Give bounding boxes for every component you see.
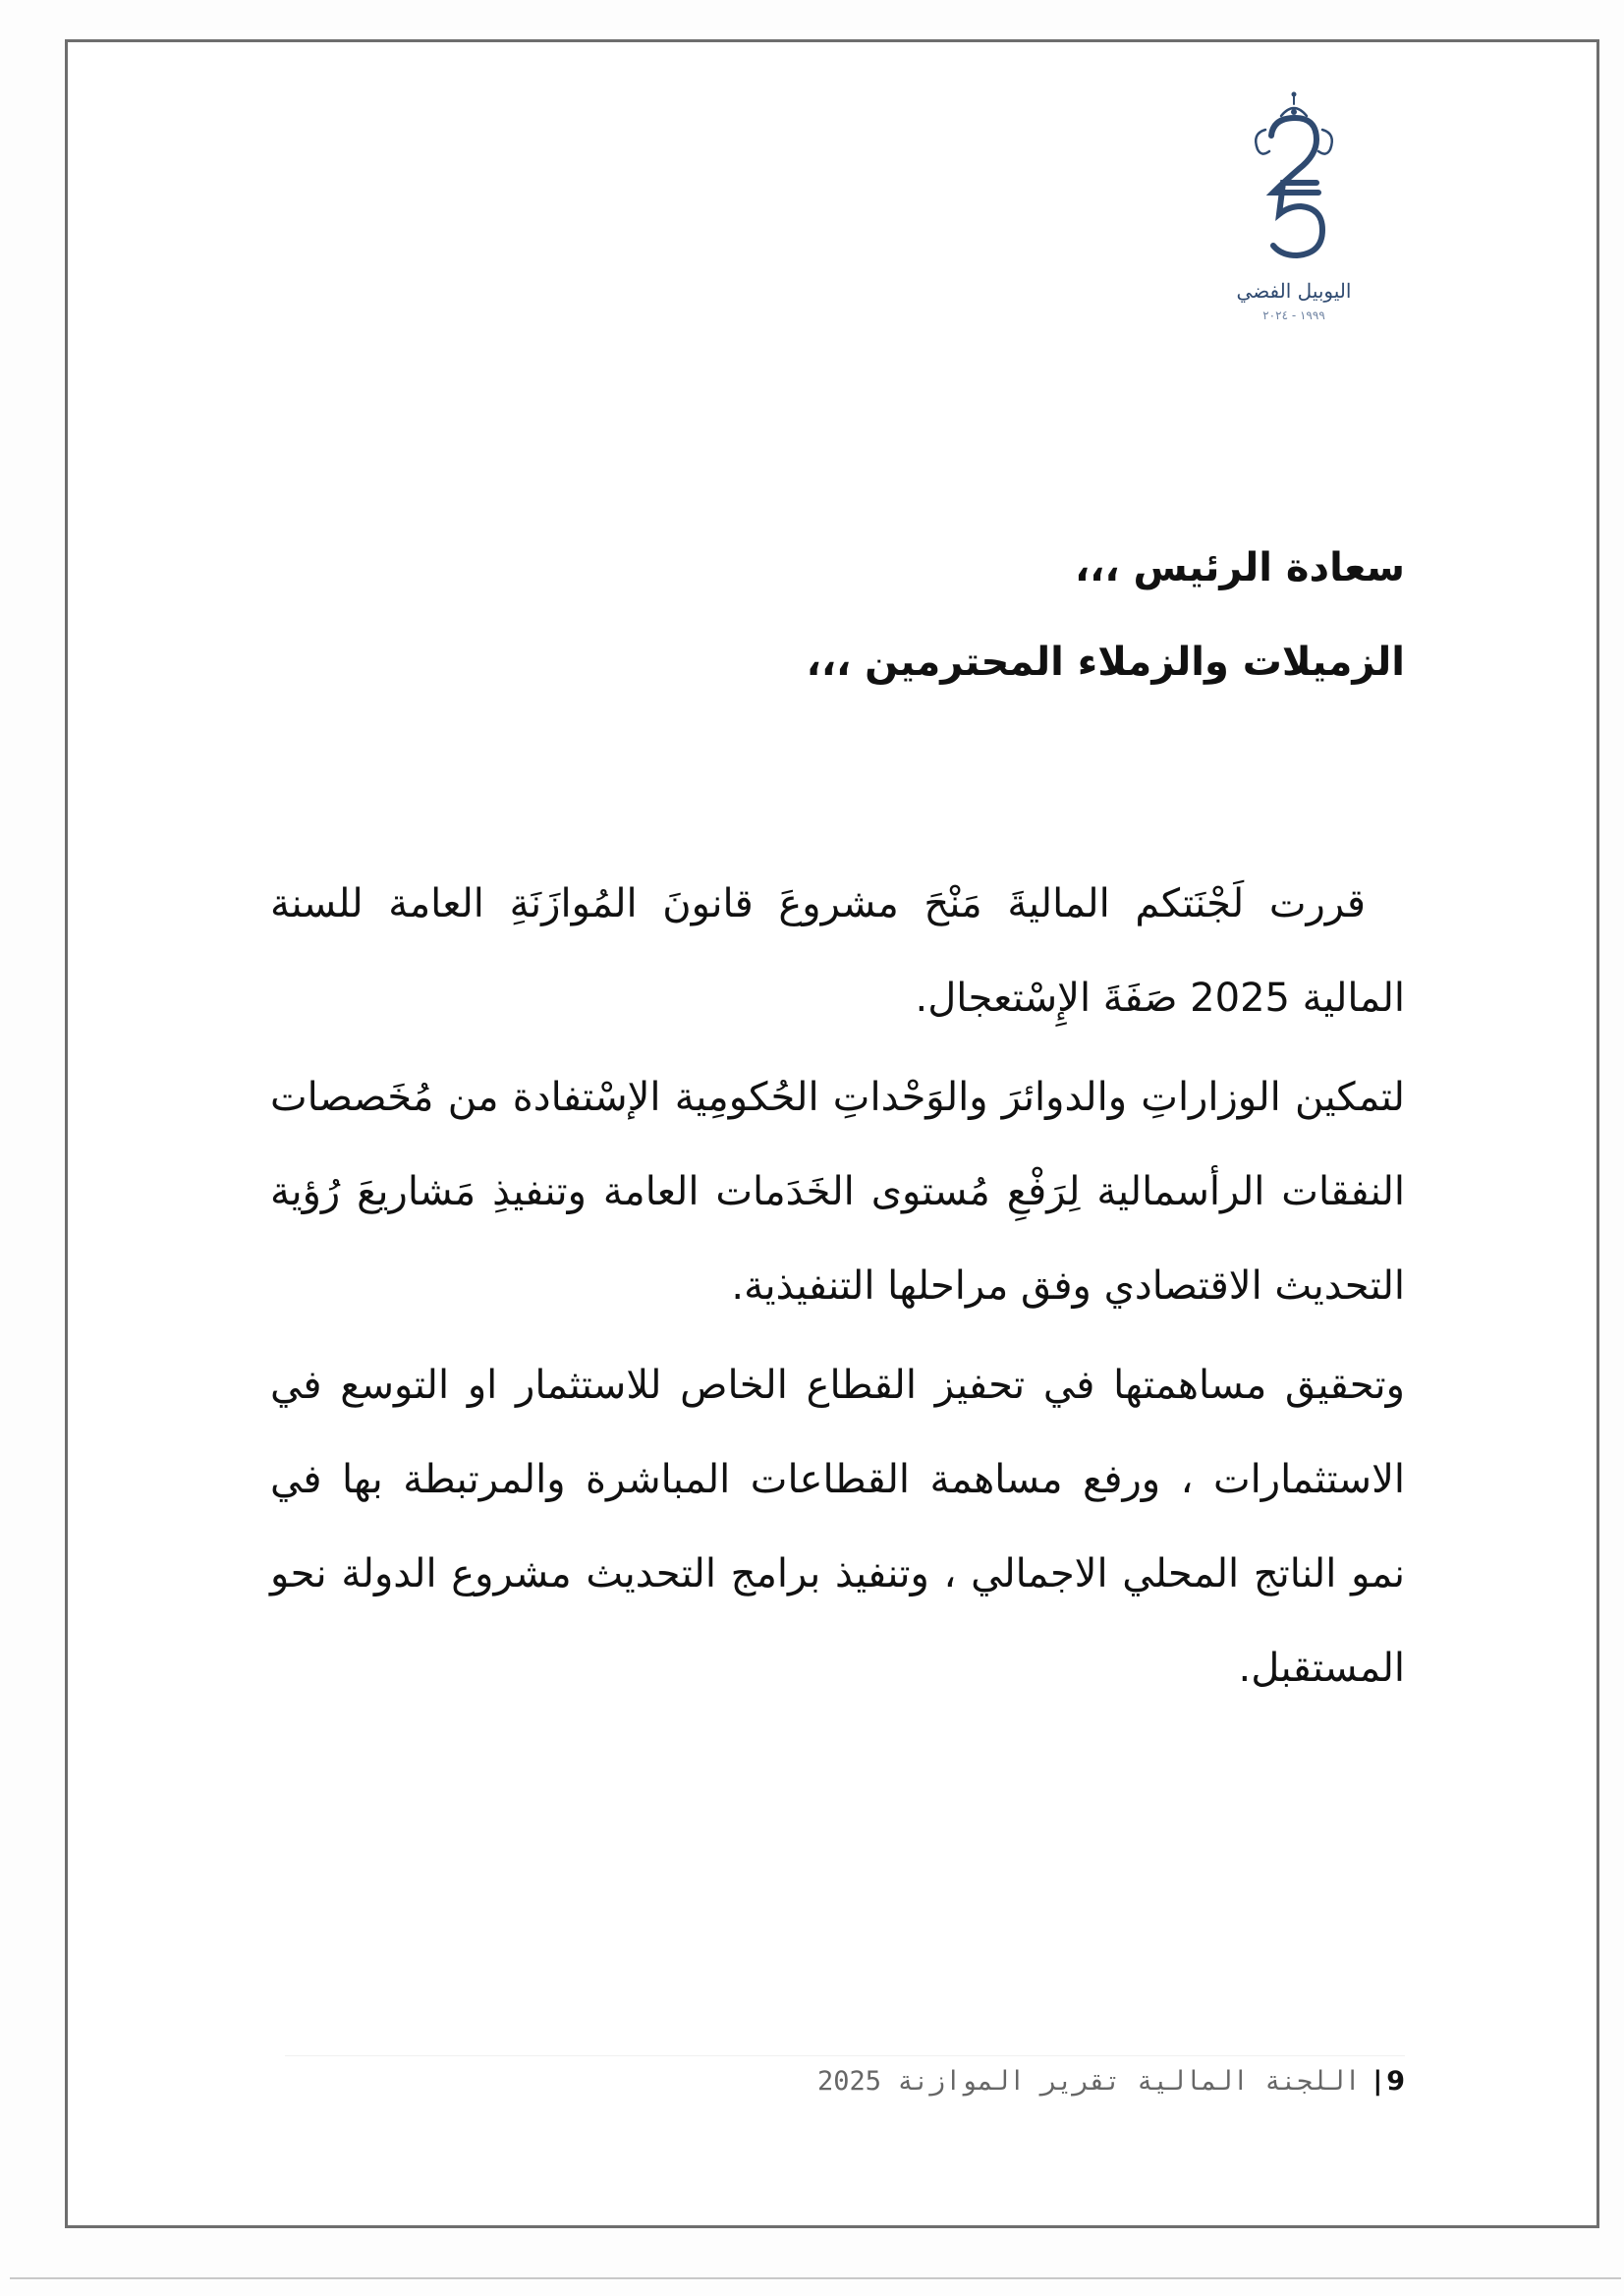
jubilee-25-logo-icon bbox=[1230, 90, 1358, 277]
salutation-president: سعادة الرئيس ،،، bbox=[1074, 545, 1405, 590]
silver-jubilee-emblem bbox=[1230, 90, 1358, 334]
paragraph-capital-expenditure: لتمكين الوزاراتِ والدوائرَ والوَحْداتِ الحُكومِية الإسْتفادة من مُخَصصات النفقات الرأسمالية لِرَفْعِ مُستوى الخَدَمات العامة وتنفيذِ مَشاريعَ رُؤية التحديث الاقتصادي وفق مراحلها التنفيذية. bbox=[270, 1075, 1405, 1309]
salutation-colleagues: الزميلات والزملاء المحترمين ،،، bbox=[806, 640, 1405, 685]
page-number: 9 bbox=[1386, 2066, 1405, 2097]
emblem-title: اليوبيل الفضي bbox=[1236, 279, 1352, 303]
emblem-years: ١٩٩٩ - ٢٠٢٤ bbox=[1262, 308, 1325, 322]
spacer bbox=[270, 709, 1405, 857]
paragraph-urgency: قررت لَجْنَتكم الماليةَ مَنْحَ مشروعَ قانونَ المُوازَنَةِ العامة للسنة المالية 2025 صَفَةَ الإِسْتعجال. bbox=[270, 881, 1405, 1021]
bottom-divider bbox=[10, 2277, 1621, 2279]
letter-body bbox=[270, 521, 1405, 1720]
page-footer bbox=[285, 2055, 1405, 2097]
paragraph-private-sector: وتحقيق مساهمتها في تحفيز القطاع الخاص للاستثمار او التوسع في الاستثمارات ، ورفع مساهمة القطاعات المباشرة والمرتبطة بها في نمو الناتج المحلي الاجمالي ، وتنفيذ برامج التحديث مشروع الدولة نحو المستقبل. bbox=[270, 1363, 1405, 1691]
footer-title: اللجنة المالية تقرير الموازنة 2025 bbox=[817, 2066, 1361, 2097]
footer-separator: | bbox=[1372, 2066, 1383, 2097]
